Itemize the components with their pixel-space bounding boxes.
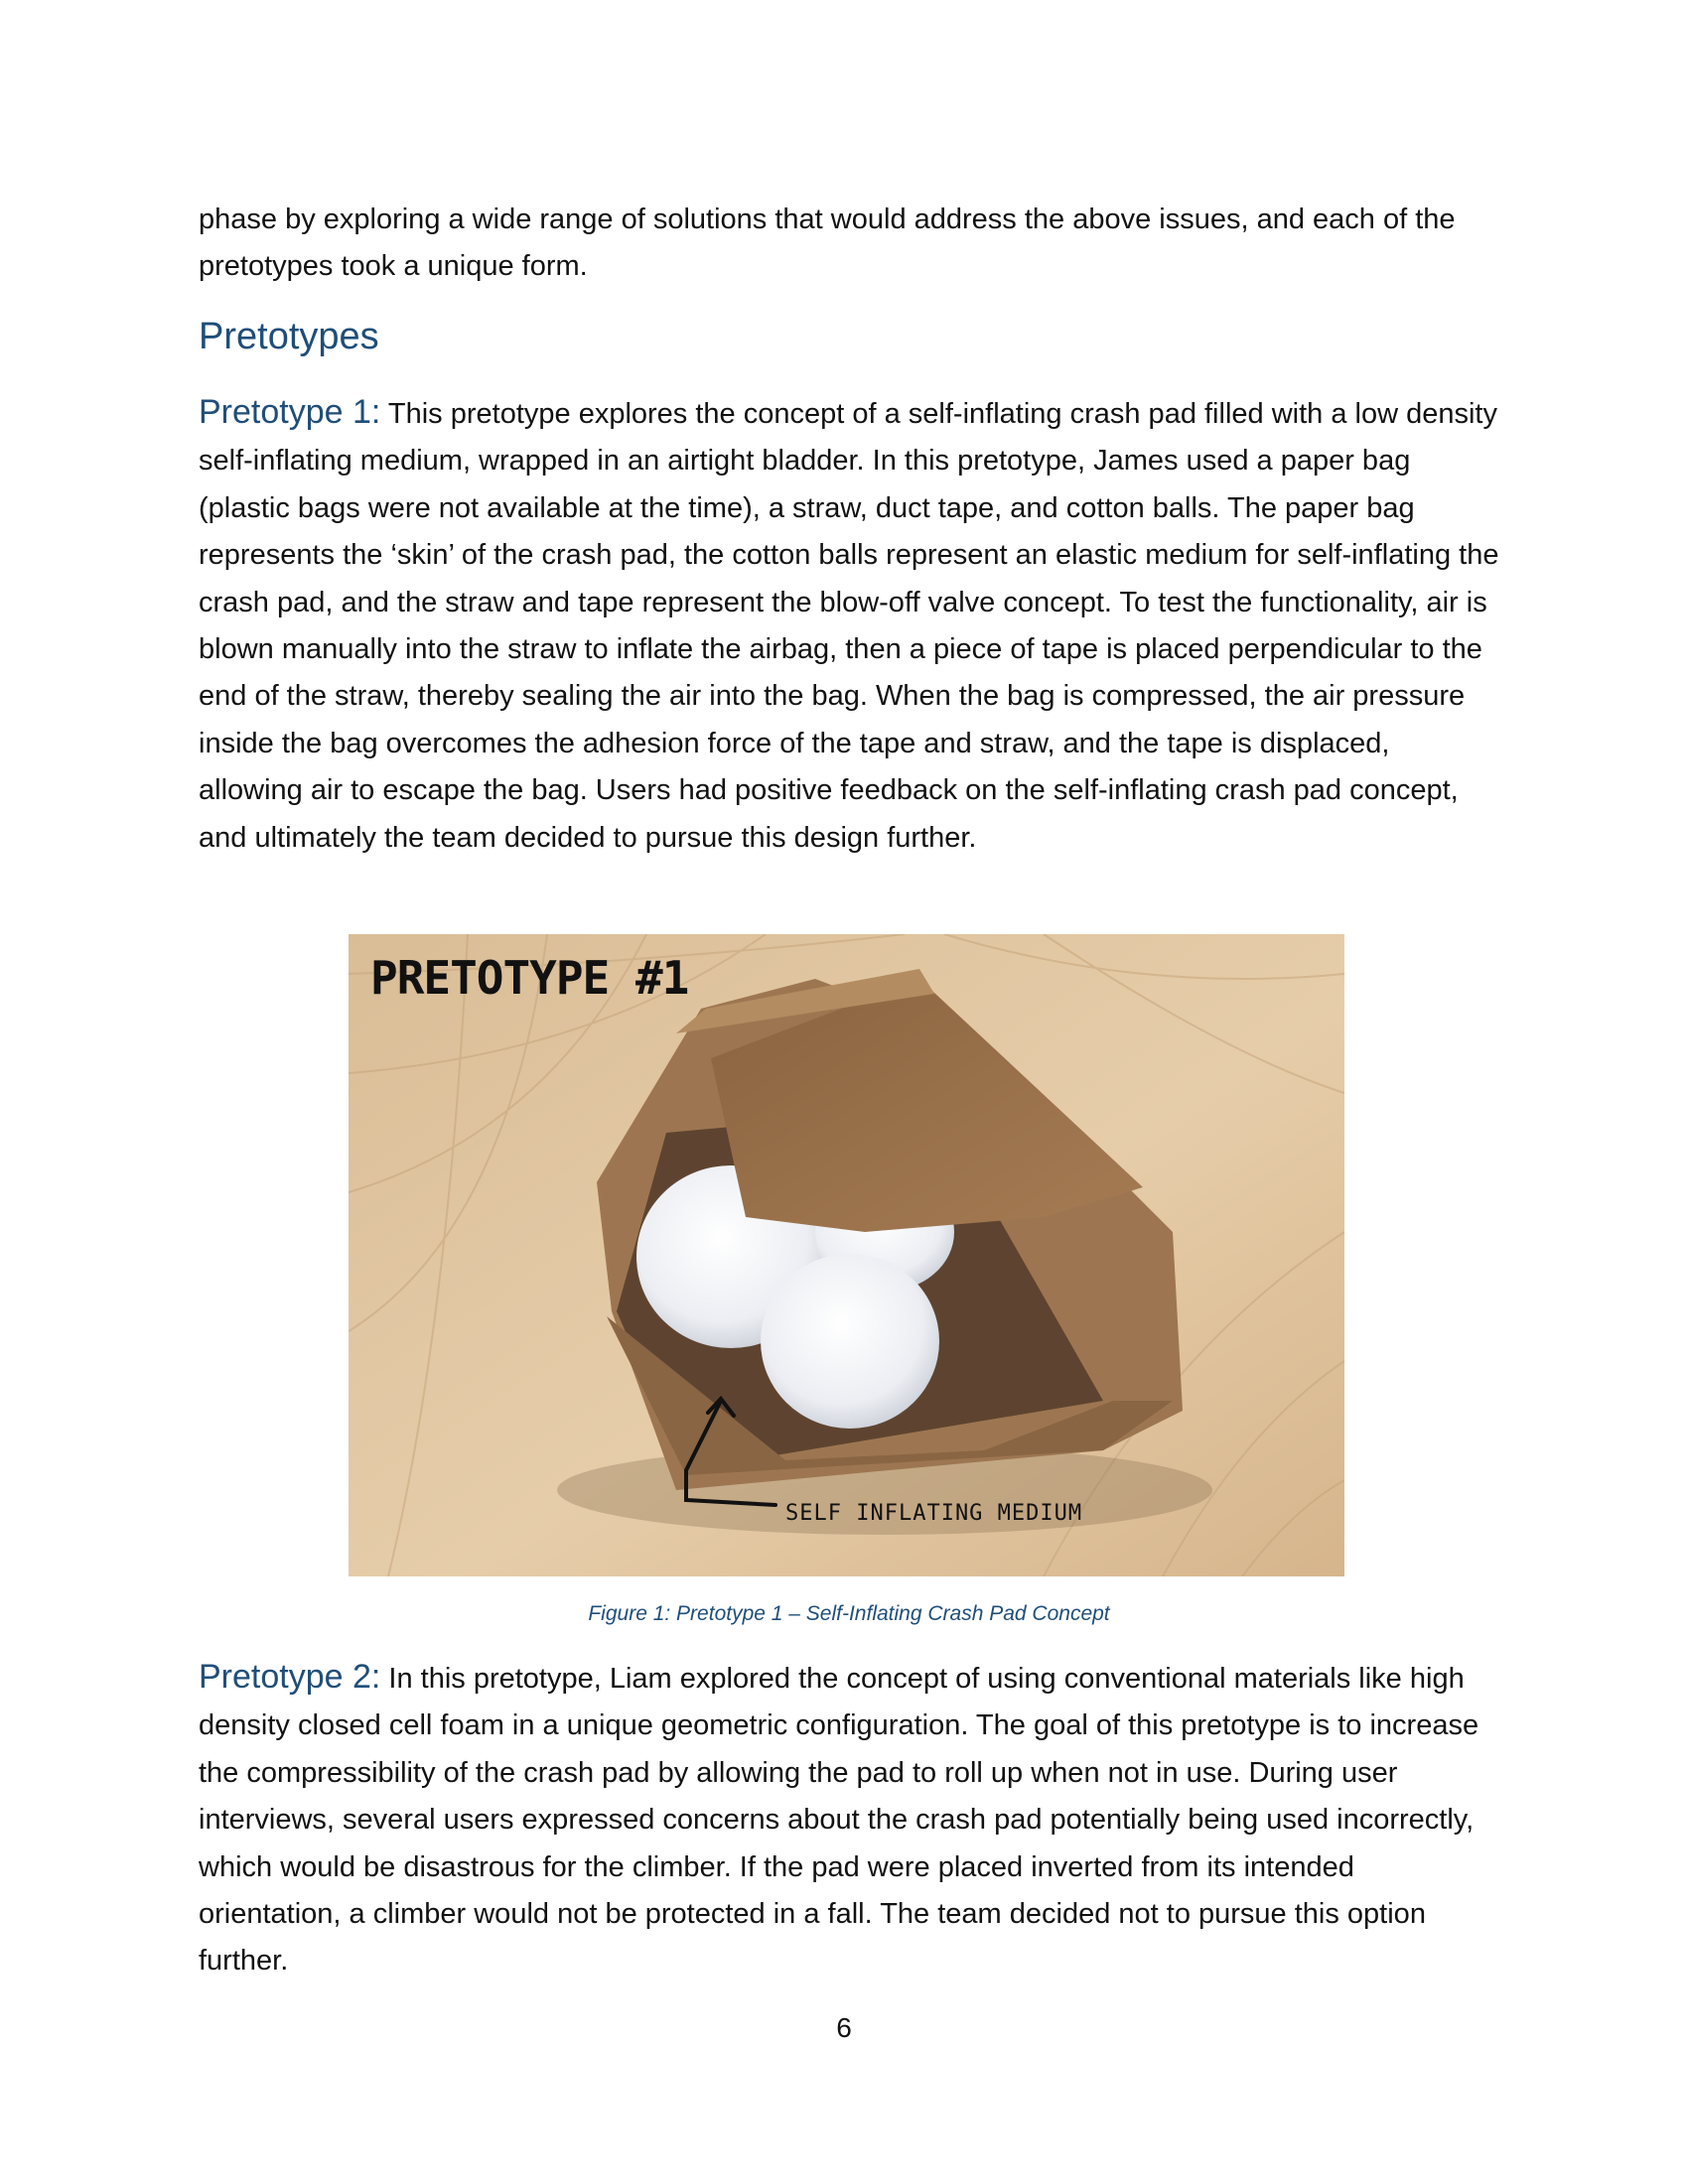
pretotype-1-text: This pretotype explores the concept of a self-inflating crash pad filled with a low density self-inflating medium, wrapped in an airtight bladder. In this pretotype, James used a paper bag (plastic bags were not available at the time), a straw, duct tape, and cotton balls. The paper bag represents the ‘skin’ of the crash pad, the cotton balls represent an elastic medium for self-inflating the crash pad, and the straw and tape represent the blow-off valve concept. To test the functionality, air is blown manually into the straw to inflate the airbag, then a piece of tape is placed perpendicular to the end of the straw, thereby sealing the air into the bag. When the bag is compressed, the air pressure inside the bag overcomes the adhesion force of the tape and straw, and the tape is displaced, allowing air to escape the bag. Users had positive feedback on the self-inflating crash pad concept, and ultimately the team decided to pursue this design further.: [199, 398, 1499, 854]
pretotype-1-label: Pretotype 1:: [199, 393, 381, 431]
pretotype-2-label: Pretotype 2:: [199, 1658, 381, 1696]
intro-paragraph: phase by exploring a wide range of solutions that would address the above issues, and each of the pretotypes took a unique form.: [199, 204, 1456, 283]
page-number: 6: [836, 2012, 852, 2043]
pretotype-2-text: In this pretotype, Liam explored the concept of using conventional materials like high density closed cell foam in a unique geometric configuration. The goal of this pretotype is to increase the compressibility of the crash pad by allowing the pad to roll up when not in use. During user interviews, several users expressed concerns about the crash pad potentially being used incorrectly, which would be disastrous for the climber. If the pad were placed inverted from its intended orientation, a climber would not be protected in a fall. The team decided not to pursue this option further.: [199, 1663, 1479, 1978]
pretotype-2-paragraph: [199, 1654, 1499, 1985]
pretotype-1-photo: [349, 934, 1344, 1576]
photo-title-text: PRETOTYPE #1: [370, 951, 689, 1005]
section-heading: Pretotypes: [199, 316, 379, 357]
figure-caption: Figure 1: Pretotype 1 – Self-Inflating Crash Pad Concept: [588, 1602, 1110, 1625]
photo-annotation-text: SELF INFLATING MEDIUM: [785, 1501, 1083, 1526]
pretotype-1-paragraph: [199, 389, 1499, 862]
